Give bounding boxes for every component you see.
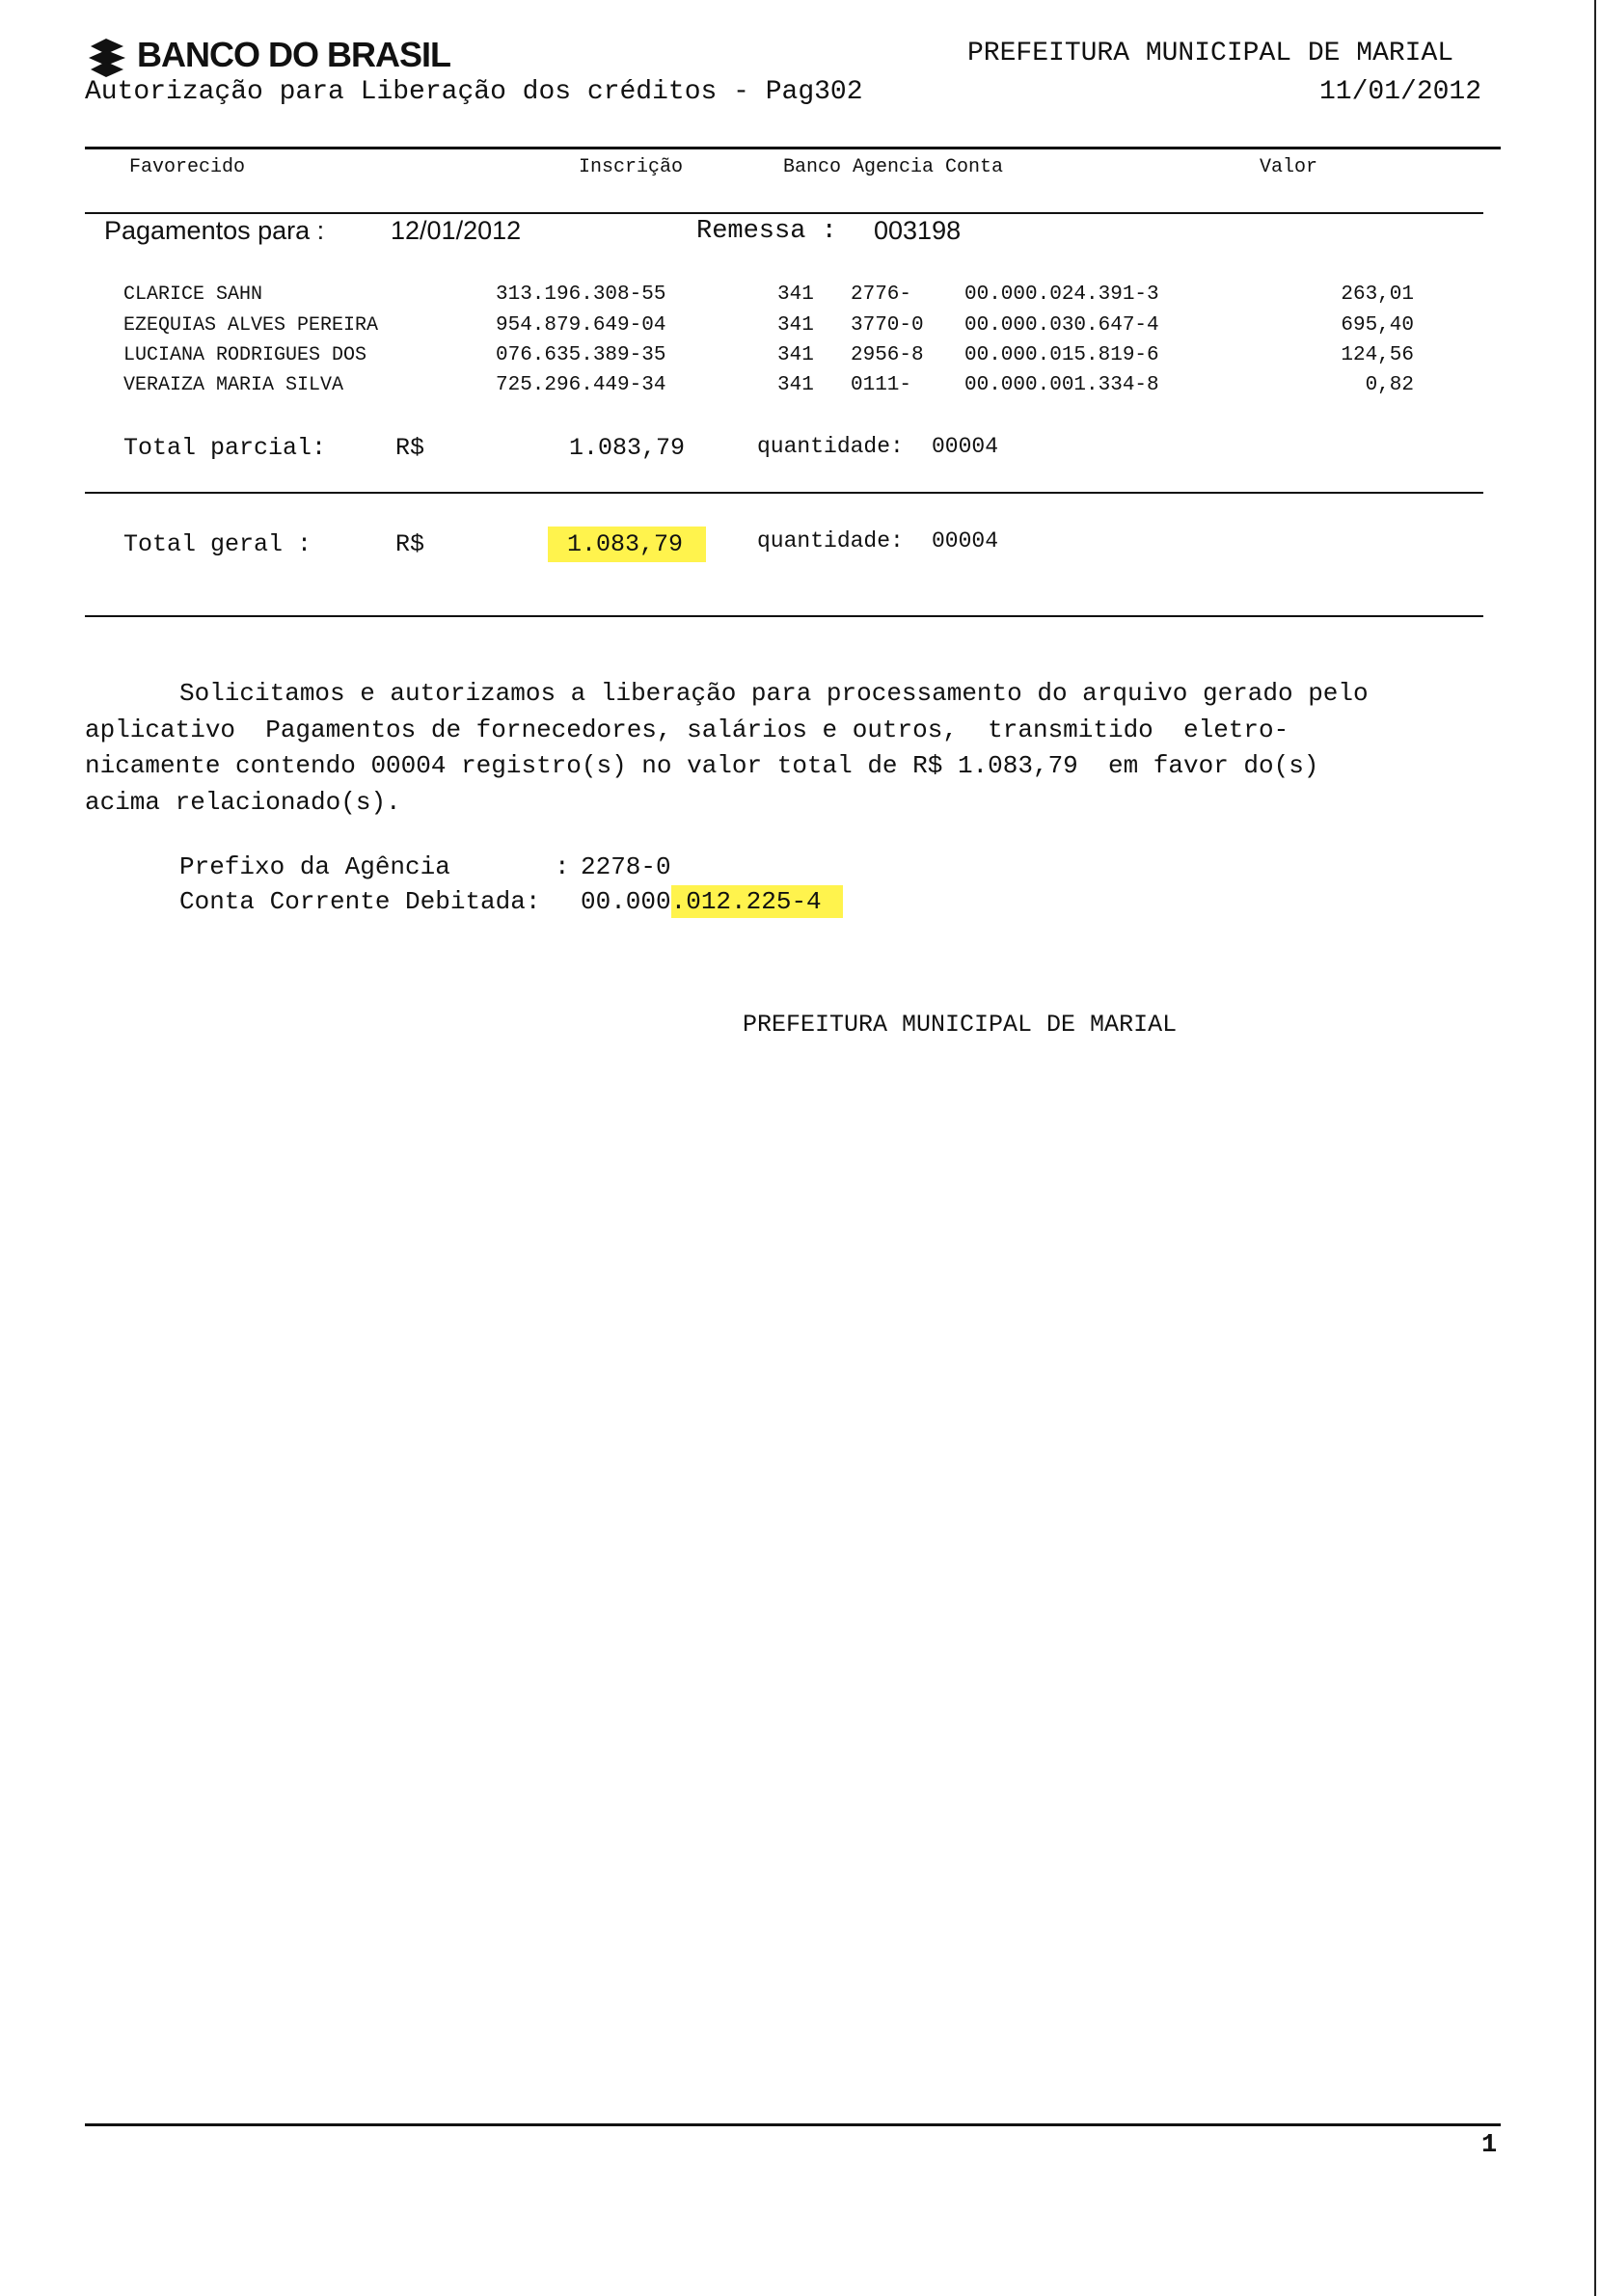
row-agencia: 3770-0 [851, 314, 924, 337]
body-line-2: aplicativo Pagamentos de fornecedores, salários e outros, transmitido eletro- [85, 716, 1289, 744]
header-date: 11/01/2012 [1319, 77, 1482, 107]
col-valor: Valor [1260, 156, 1318, 178]
body-line-1: Solicitamos e autorizamos a liberação para processamento do arquivo gerado pelo [179, 679, 1369, 708]
row-agencia: 0111- [851, 374, 912, 396]
debited-account-prefix: 00.000 [581, 887, 671, 916]
row-conta: 00.000.030.647-4 [964, 314, 1159, 337]
debited-account-value [581, 887, 843, 916]
columns-rule [85, 212, 1483, 214]
general-total-label: Total geral : [123, 530, 312, 558]
footer-rule [85, 2123, 1501, 2126]
general-qty-label: quantidade: [757, 528, 904, 554]
header-rule [85, 147, 1501, 149]
row-valor: 124,56 [1341, 344, 1414, 366]
debited-account-label: Conta Corrente Debitada: [179, 887, 541, 916]
row-valor: 263,01 [1341, 284, 1414, 306]
partial-total-currency: R$ [395, 434, 425, 462]
row-valor: 0,82 [1365, 374, 1414, 396]
row-banco: 341 [777, 344, 814, 366]
partial-qty: 00004 [932, 434, 999, 459]
row-inscricao: 954.879.649-04 [496, 314, 666, 337]
general-rule [85, 615, 1483, 617]
row-banco: 341 [777, 374, 814, 396]
bank-logo-icon [85, 39, 129, 77]
row-agencia: 2956-8 [851, 344, 924, 366]
row-conta: 00.000.001.334-8 [964, 374, 1159, 396]
row-inscricao: 076.635.389-35 [496, 344, 666, 366]
col-inscricao: Inscrição [579, 156, 684, 178]
agency-prefix-value: 2278-0 [581, 852, 671, 881]
row-banco: 341 [777, 284, 814, 306]
row-inscricao: 313.196.308-55 [496, 284, 666, 306]
page-edge [1594, 0, 1596, 2296]
partial-total-label: Total parcial: [123, 434, 327, 462]
entity-name: PREFEITURA MUNICIPAL DE MARIAL [967, 39, 1454, 68]
row-inscricao: 725.296.449-34 [496, 374, 666, 396]
row-agencia: 2776- [851, 284, 912, 306]
partial-qty-label: quantidade: [757, 434, 904, 459]
row-valor: 695,40 [1341, 314, 1414, 337]
debited-account-highlight: .012.225-4 [671, 885, 843, 918]
body-line-4: acima relacionado(s). [85, 788, 401, 817]
remessa-label: Remessa : [696, 217, 837, 246]
partial-total-value: 1.083,79 [569, 434, 686, 462]
document-title: Autorização para Liberação dos créditos - Pag302 [85, 77, 863, 107]
payments-date: 12/01/2012 [391, 216, 522, 245]
bank-logo [85, 35, 450, 81]
col-favorecido: Favorecido [129, 156, 246, 178]
general-total-currency: R$ [395, 530, 425, 558]
row-name: CLARICE SAHN [123, 284, 263, 306]
general-qty: 00004 [932, 528, 999, 554]
payments-label: Pagamentos para : [104, 216, 325, 245]
row-name: EZEQUIAS ALVES PEREIRA [123, 314, 379, 337]
signature-entity: PREFEITURA MUNICIPAL DE MARIAL [743, 1011, 1178, 1039]
row-banco: 341 [777, 314, 814, 337]
row-name: VERAIZA MARIA SILVA [123, 374, 344, 396]
general-total-value: 1.083,79 [548, 527, 706, 562]
remessa-number: 003198 [874, 216, 962, 245]
page-number: 1 [1481, 2131, 1498, 2160]
body-line-3: nicamente contendo 00004 registro(s) no valor total de R$ 1.083,79 em favor do(s) [85, 751, 1319, 780]
bank-name: BANCO DO BRASIL [137, 35, 450, 74]
agency-prefix-label: Prefixo da Agência [179, 852, 450, 881]
row-conta: 00.000.015.819-6 [964, 344, 1159, 366]
row-name: LUCIANA RODRIGUES DOS [123, 344, 367, 366]
partial-rule [85, 492, 1483, 494]
col-banco: Banco Agencia Conta [783, 156, 1004, 178]
agency-prefix-sep: : [555, 852, 570, 881]
row-conta: 00.000.024.391-3 [964, 284, 1159, 306]
